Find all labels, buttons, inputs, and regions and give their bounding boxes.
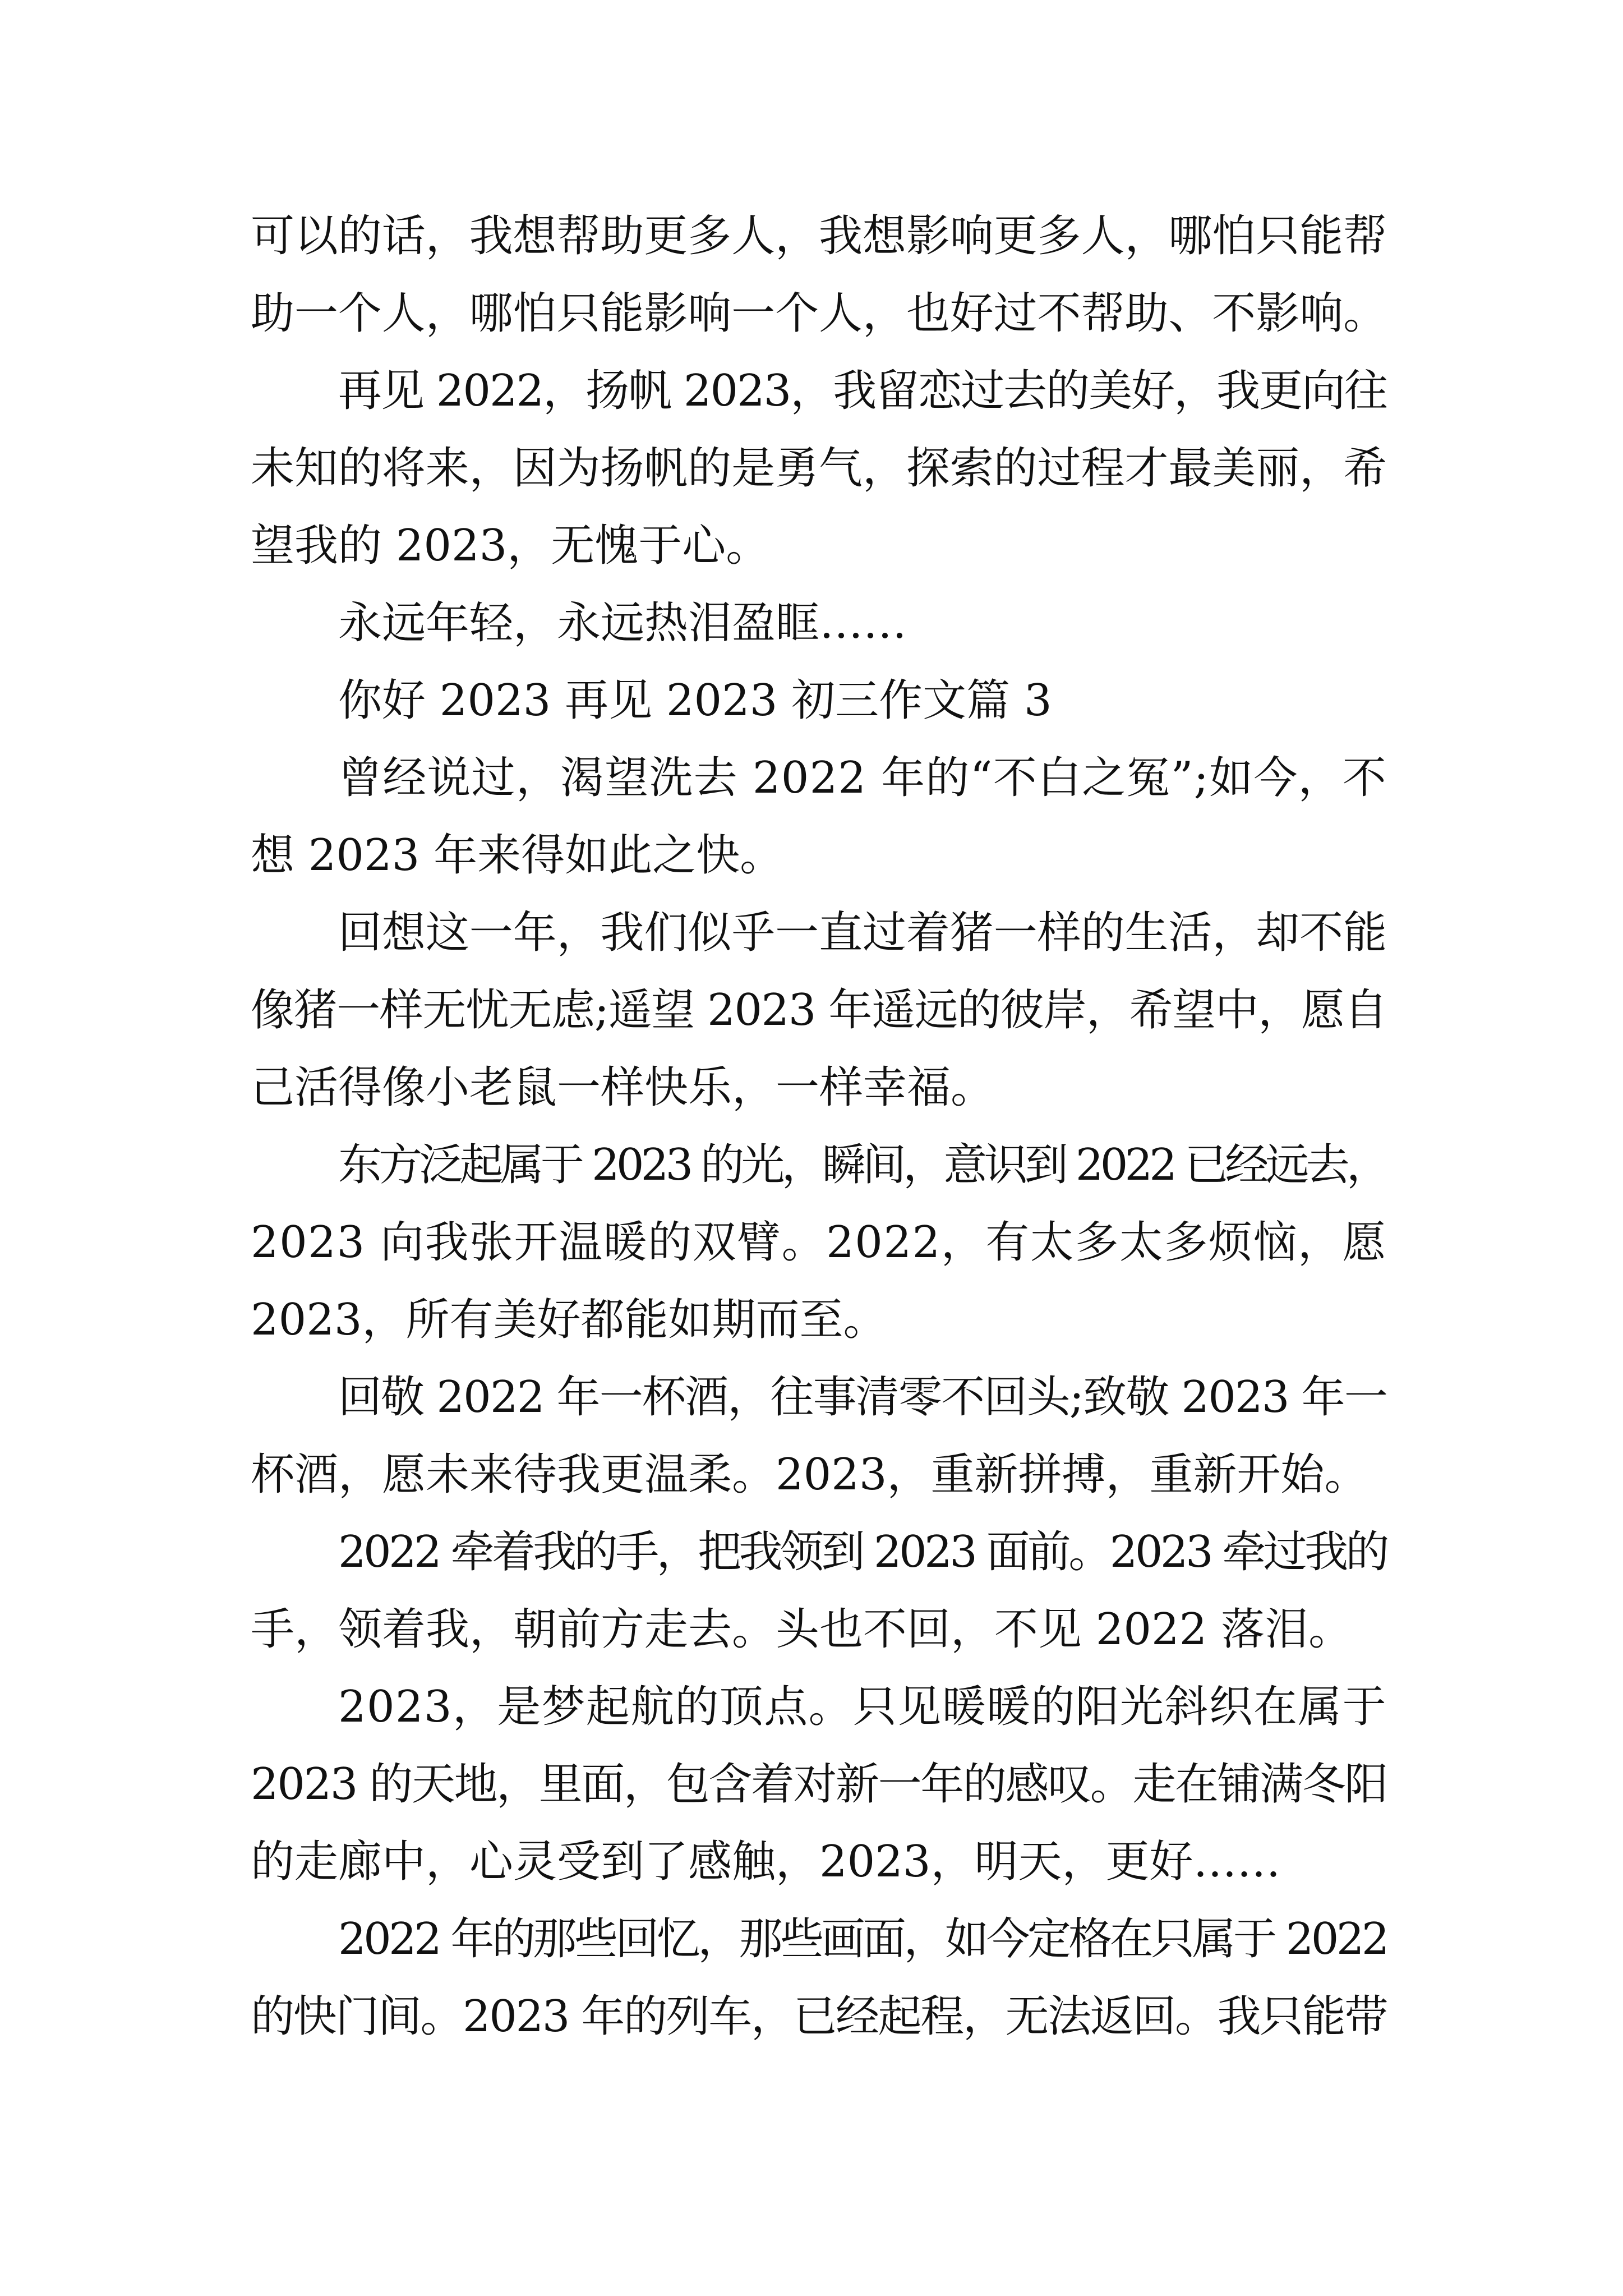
text-line-content: 2023 的天地，里面，包含着对新一年的感叹。走在铺满冬阳 bbox=[251, 1759, 1387, 1810]
text-line bbox=[251, 1513, 1387, 1591]
text-line-content: 可以的话，我想帮助更多人，我想影响更多人，哪怕只能帮 bbox=[251, 211, 1387, 261]
paragraph bbox=[251, 894, 1387, 1126]
text-line-content: 己活得像小老鼠一样快乐，一样幸福。 bbox=[251, 1062, 995, 1113]
text-line-content: 2023，是梦起航的顶点。只见暖暖的阳光斜织在属于 bbox=[338, 1682, 1387, 1732]
paragraph bbox=[251, 1126, 1387, 1359]
paragraph bbox=[251, 352, 1387, 585]
text-line-content: 曾经说过，渴望洗去 2022 年的“不白之冤”;如今，不 bbox=[338, 753, 1387, 803]
text-line bbox=[251, 894, 1387, 972]
paragraph bbox=[251, 1668, 1387, 1901]
text-line bbox=[251, 1978, 1387, 2055]
text-line-content: 东方泛起属于 2023 的光，瞬间，意识到 2022 已经远去， bbox=[338, 1140, 1387, 1190]
paragraph bbox=[251, 739, 1387, 894]
text-line-content: 再见 2022，扬帆 2023，我留恋过去的美好，我更向往 bbox=[338, 366, 1387, 416]
paragraph bbox=[251, 197, 1387, 352]
text-line-content: 未知的将来，因为扬帆的是勇气，探索的过程才最美丽，希 bbox=[251, 443, 1387, 494]
text-line-content: 的走廊中，心灵受到了感触，2023，明天，更好…… bbox=[251, 1837, 1281, 1887]
text-line-content: 2023 向我张开温暖的双臂。2022，有太多太多烦恼，愿 bbox=[251, 1217, 1387, 1268]
text-line bbox=[251, 972, 1387, 1049]
text-line bbox=[251, 275, 1387, 352]
text-line bbox=[251, 197, 1387, 275]
text-line bbox=[251, 739, 1387, 817]
text-line bbox=[251, 1204, 1387, 1281]
paragraph bbox=[251, 1359, 1387, 1513]
text-line bbox=[251, 1823, 1387, 1901]
text-line-content: 2023，所有美好都能如期而至。 bbox=[251, 1295, 887, 1345]
text-line-content: 2022 年的那些回忆，那些画面，如今定格在只属于 2022 bbox=[338, 1914, 1387, 1964]
text-line-content: 想 2023 年来得如此之快。 bbox=[251, 830, 784, 881]
text-line bbox=[251, 1901, 1387, 1978]
text-line bbox=[251, 430, 1387, 507]
text-line bbox=[251, 1746, 1387, 1823]
text-line-content: 杯酒，愿未来待我更温柔。2023，重新拼搏，重新开始。 bbox=[251, 1450, 1368, 1500]
paragraph bbox=[251, 1901, 1387, 2055]
text-line bbox=[251, 352, 1387, 430]
essay-heading bbox=[251, 662, 1387, 739]
text-line-content: 助一个人，哪怕只能影响一个人，也好过不帮助、不影响。 bbox=[251, 288, 1387, 339]
text-line bbox=[251, 1436, 1387, 1513]
text-line-content: 像猪一样无忧无虑;遥望 2023 年遥远的彼岸，希望中，愿自 bbox=[251, 985, 1387, 1036]
text-line-content: 回敬 2022 年一杯酒，往事清零不回头;致敬 2023 年一 bbox=[338, 1372, 1387, 1423]
paragraph bbox=[251, 1513, 1387, 1668]
text-line bbox=[251, 1668, 1387, 1746]
text-line-content: 望我的 2023，无愧于心。 bbox=[251, 521, 770, 571]
text-line bbox=[251, 1281, 1387, 1359]
document-body bbox=[251, 197, 1387, 2055]
text-line bbox=[251, 585, 1387, 662]
text-line-content: 回想这一年，我们似乎一直过着猪一样的生活，却不能 bbox=[338, 908, 1387, 958]
paragraph bbox=[251, 585, 1387, 662]
text-line bbox=[251, 1126, 1387, 1204]
heading-text: 你好 2023 再见 2023 初三作文篇 3 bbox=[338, 675, 1052, 726]
text-line-content: 手，领着我，朝前方走去。头也不回，不见 2022 落泪。 bbox=[251, 1604, 1353, 1655]
text-line bbox=[251, 1049, 1387, 1126]
text-line-content: 的快门间。2023 年的列车，已经起程，无法返回。我只能带 bbox=[251, 1991, 1387, 2042]
text-line bbox=[251, 1591, 1387, 1668]
text-line-content: 永远年轻，永远热泪盈眶…… bbox=[338, 598, 907, 648]
text-line bbox=[251, 1359, 1387, 1436]
text-line-content: 2022 牵着我的手，把我领到 2023 面前。2023 牵过我的 bbox=[338, 1527, 1387, 1577]
heading-line bbox=[251, 662, 1387, 739]
text-line bbox=[251, 507, 1387, 585]
text-line bbox=[251, 817, 1387, 894]
